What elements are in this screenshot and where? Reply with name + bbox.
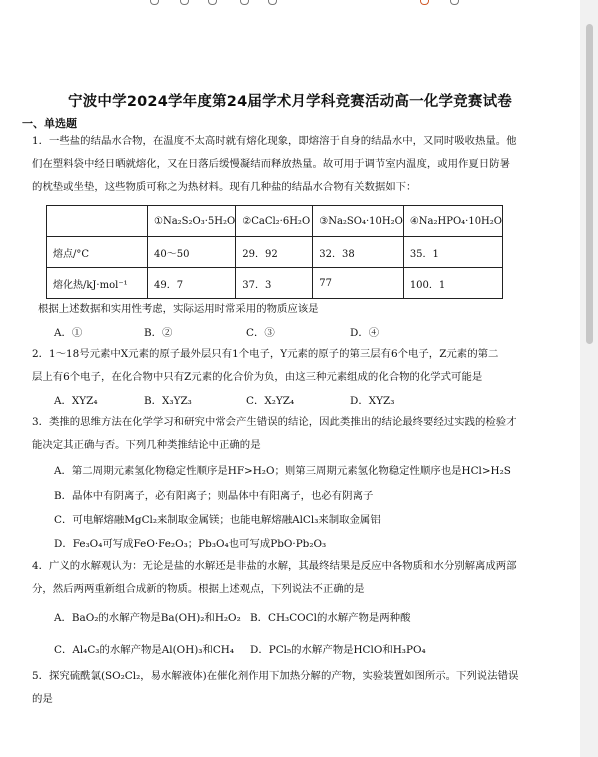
- stem-line: 们在塑料袋中经日晒就熔化，又在日落后缓慢凝结而释放热量。故可用于调节室内温度，或用作夏日防暑: [32, 158, 510, 170]
- table-cell: 100．1: [403, 268, 502, 299]
- section-heading: 一、单选题: [22, 117, 77, 130]
- stem-line: 4．广义的水解观认为：无论是盐的水解还是非盐的水解，其最终结果是反应中各物质和水分别解离成两部: [32, 560, 517, 572]
- question-3-stem: [32, 411, 553, 457]
- table-cell: 熔化热/kJ·mol⁻¹: [47, 268, 148, 299]
- salt-data-table: [46, 205, 503, 299]
- table-cell: ③Na₂SO₄·10H₂O: [313, 206, 404, 237]
- toolbar-icon[interactable]: [268, 0, 277, 5]
- stem-line: 的是: [32, 693, 53, 705]
- stem-line: 2．1～18号元素中X元素的原子最外层只有1个电子，Y元素的原子的第三层有6个电子，Z元素的第二: [32, 348, 499, 360]
- question-1-followup: 根据上述数据和实用性考虑，实际运用时常采用的物质应该是: [38, 303, 319, 315]
- page-title: 宁波中学2024学年度第24届学术月学科竞赛活动高一化学竞赛试卷: [68, 94, 512, 110]
- option-b: B．CH₃COCl的水解产物是两种酸: [250, 612, 411, 624]
- stem-line: 分，然后两两重新组合成新的物质。根据上述观点，下列说法不正确的是: [32, 583, 365, 595]
- table-cell: 49．7: [148, 268, 236, 299]
- toolbar-icon[interactable]: [450, 0, 459, 5]
- document-page: [0, 6, 580, 757]
- table-cell: 29．92: [236, 237, 313, 268]
- toolbar-icon[interactable]: [180, 0, 189, 5]
- toolbar-icon[interactable]: [208, 0, 217, 5]
- option-d: D．XYZ₃: [350, 395, 395, 407]
- vertical-scrollbar[interactable]: [580, 0, 598, 757]
- option-d: D．Fe₃O₄可写成FeO·Fe₂O₃；Pb₃O₄也可写成PbO·Pb₂O₃: [54, 538, 327, 550]
- option-c: C．③: [246, 327, 275, 339]
- option-c: C．X₂YZ₄: [246, 395, 295, 407]
- table-cell: [47, 206, 148, 237]
- table-cell: 40～50: [148, 237, 236, 268]
- option-a: A．BaO₂的水解产物是Ba(OH)₂和H₂O₂: [54, 612, 241, 624]
- table-cell: ①Na₂S₂O₃·5H₂O: [148, 206, 236, 237]
- table-cell: 32．38: [313, 237, 404, 268]
- option-d: D．PCl₅的水解产物是HClO和H₃PO₄: [250, 644, 426, 656]
- stem-line: 3．类推的思维方法在化学学习和研究中常会产生错误的结论，因此类推出的结论最终要经过实践的检验才: [32, 416, 517, 428]
- table-cell: 37．3: [236, 268, 313, 299]
- table-row: [47, 206, 503, 237]
- option-b: B．X₃YZ₃: [144, 395, 192, 407]
- toolbar-icon[interactable]: [150, 0, 159, 5]
- stem-line: 能决定其正确与否。下列几种类推结论中正确的是: [32, 439, 261, 451]
- toolbar-icon[interactable]: [240, 0, 249, 5]
- table-cell: ②CaCl₂·6H₂O: [236, 206, 313, 237]
- question-4-stem: [32, 555, 553, 601]
- stem-line: 层上有6个电子，在化合物中只有Z元素的化合价为负，由这三种元素组成的化合物的化学式可能是: [32, 371, 483, 383]
- table-cell: 35．1: [403, 237, 502, 268]
- question-5-stem: [32, 665, 553, 711]
- option-c: C．可电解熔融MgCl₂来制取金属镁；也能电解熔融AlCl₃来制取金属铝: [54, 514, 381, 526]
- stem-line: 5．探究硫酰氯(SO₂Cl₂，易水解液体)在催化剂作用下加热分解的产物，实验装置如图所示。下列说法错误: [32, 670, 519, 682]
- table-row: [47, 268, 503, 299]
- option-a: A．XYZ₄: [54, 395, 98, 407]
- toolbar-icon[interactable]: [420, 0, 429, 5]
- table-row: [47, 237, 503, 268]
- question-2-stem: [32, 343, 553, 389]
- table-cell: 77: [313, 268, 404, 299]
- option-a: A．第二周期元素氢化物稳定性顺序是HF>H₂O；则第三周期元素氢化物稳定性顺序也是HCl>H₂S: [54, 465, 511, 477]
- option-b: B．晶体中有阴离子，必有阳离子；则晶体中有阳离子，也必有阴离子: [54, 490, 374, 502]
- option-c: C．Al₄C₃的水解产物是Al(OH)₃和CH₄: [54, 644, 235, 656]
- scrollbar-thumb[interactable]: [586, 24, 593, 344]
- question-1-stem: [32, 130, 553, 199]
- option-a: A．①: [54, 327, 83, 339]
- option-d: D．④: [350, 327, 380, 339]
- table-cell: ④Na₂HPO₄·10H₂O: [403, 206, 502, 237]
- stem-line: 的枕垫或坐垫，这些物质可称之为热材料。现有几种盐的结晶水合物有关数据如下：: [32, 181, 417, 193]
- stem-line: 1．一些盐的结晶水合物，在温度不太高时就有熔化现象，即熔溶于自身的结晶水中，又同时吸收热量。他: [32, 135, 517, 147]
- table-cell: 熔点/°C: [47, 237, 148, 268]
- option-b: B．②: [144, 327, 173, 339]
